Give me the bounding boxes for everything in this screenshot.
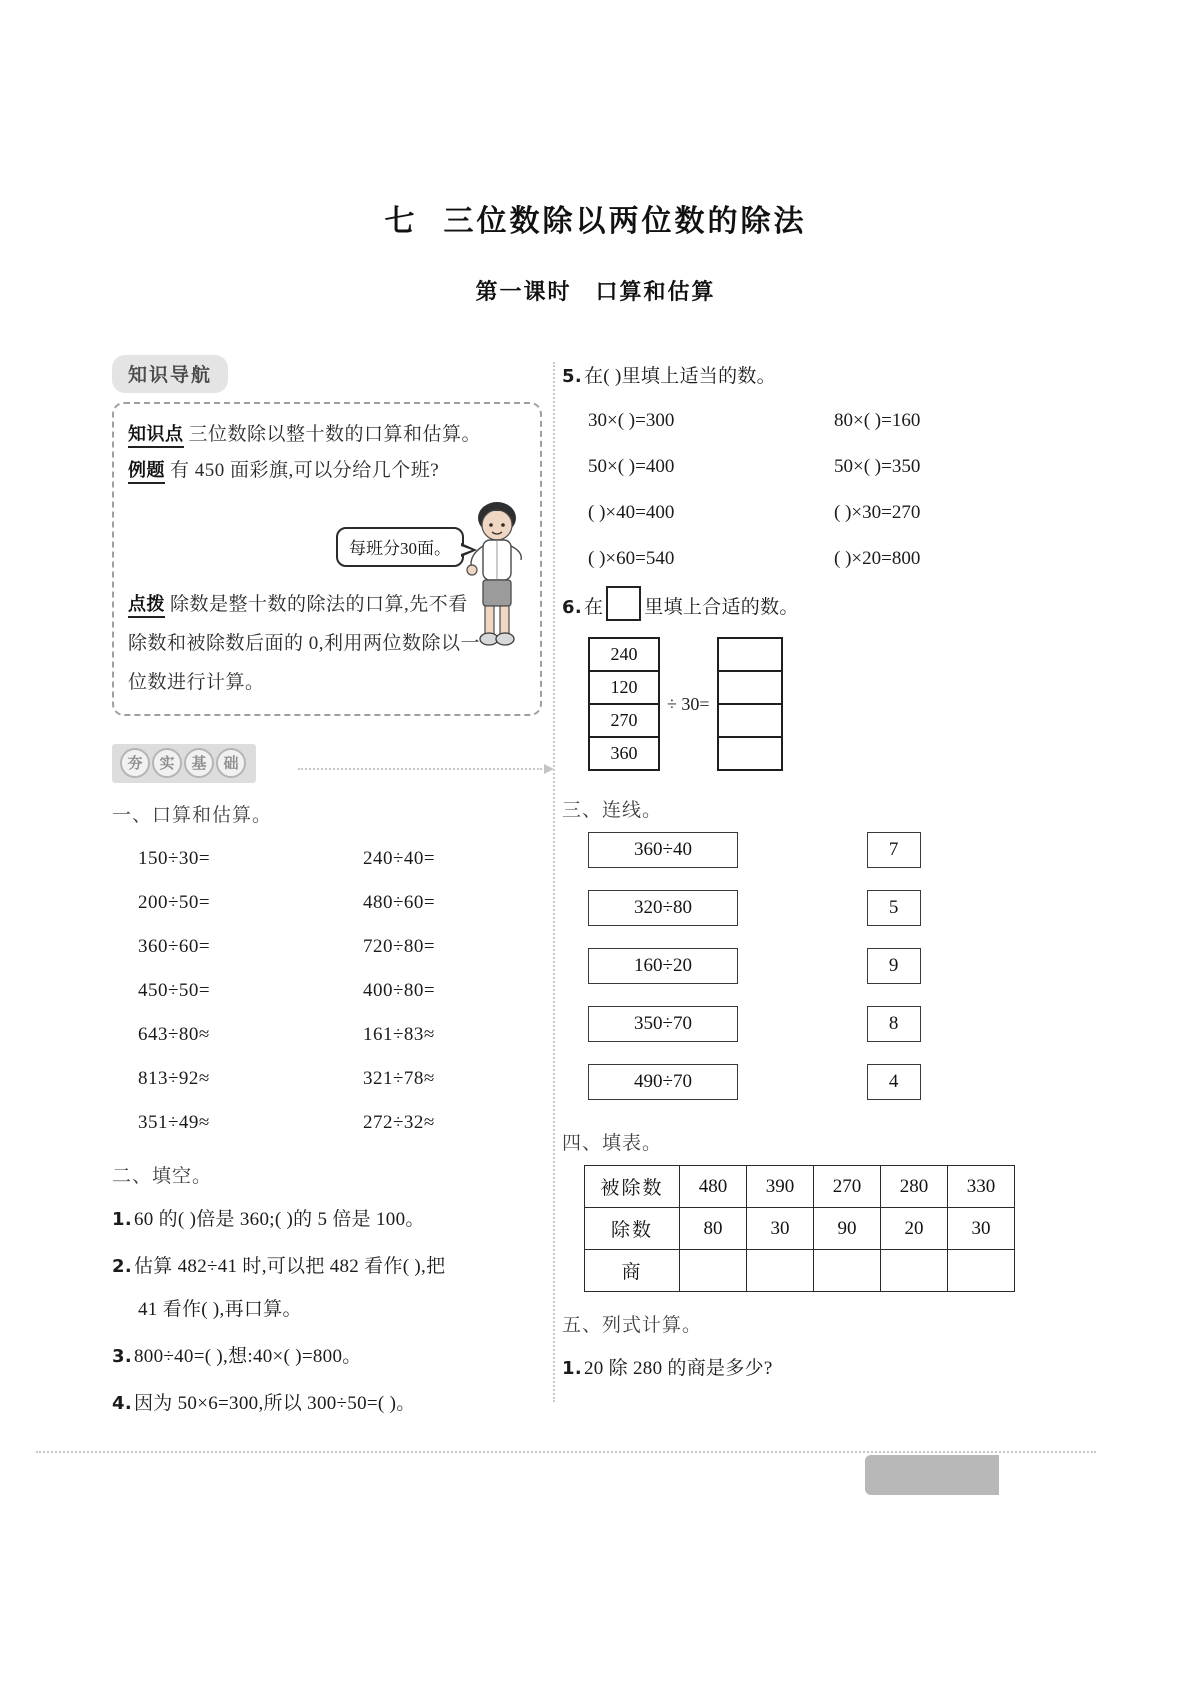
row-label-dividend: 被除数 [585, 1166, 680, 1208]
answer-cell[interactable] [719, 705, 781, 738]
lesson-title [0, 275, 1191, 306]
calc-item[interactable]: 643÷80≈ [138, 1024, 210, 1045]
division-operator: ÷ 30= [667, 693, 710, 714]
page-title [0, 196, 1191, 240]
example-text: 有 450 面彩旗,可以分给几个班? [170, 460, 440, 481]
calc-item[interactable]: 351÷49≈ [138, 1112, 210, 1133]
equation-item[interactable]: ( )×30=270 [834, 502, 921, 523]
calc-item[interactable]: 450÷50= [138, 980, 211, 1001]
calc-item[interactable]: 360÷60= [138, 936, 211, 957]
hint-line-3: 位数进行计算。 [128, 672, 265, 693]
dividend-value: 480 [680, 1166, 747, 1208]
table-row [585, 1208, 1015, 1250]
matching-left-item[interactable]: 490÷70 [588, 1064, 738, 1100]
section-five-heading: 五、列式计算。 [562, 1314, 703, 1336]
answer-cell[interactable] [719, 639, 781, 672]
matching-right-item[interactable]: 4 [867, 1064, 921, 1100]
left-column [112, 355, 542, 1425]
dividend-column [588, 637, 660, 771]
badge-rule-line [298, 768, 542, 770]
quotient-cell[interactable] [747, 1250, 814, 1292]
chapter-title-text: 三位数除以两位数的除法 [443, 204, 807, 239]
question-6-text-after: 里填上合适的数。 [644, 597, 799, 618]
question-number: 1. [562, 1358, 582, 1379]
student-boy-illustration [458, 500, 536, 650]
chapter-number: 七 [384, 204, 418, 239]
rule-arrow-icon [544, 764, 554, 774]
calc-item[interactable]: 400÷80= [363, 980, 436, 1001]
question-number: 2. [112, 1256, 132, 1277]
footer-white-notch [999, 1455, 1095, 1495]
dividend-value: 330 [948, 1166, 1015, 1208]
matching-right-item[interactable]: 8 [867, 1006, 921, 1042]
hint-line-2: 除数和被除数后面的 0,利用两位数除以一 [128, 633, 481, 654]
question-1[interactable] [112, 1198, 542, 1241]
dividend-value: 270 [814, 1166, 881, 1208]
knowledge-nav-badge: 知识导航 [112, 355, 228, 393]
matching-right-item[interactable]: 7 [867, 832, 921, 868]
badge-char-2: 实 [152, 748, 182, 778]
fill-table [584, 1165, 1015, 1292]
knowledge-point-tag: 知识点 [128, 424, 184, 448]
right-column [562, 355, 1032, 1390]
quotient-cell[interactable] [948, 1250, 1015, 1292]
matching-right-item[interactable]: 5 [867, 890, 921, 926]
question-2[interactable] [112, 1245, 542, 1331]
dividend-cell: 240 [590, 639, 658, 672]
row-label-quotient: 商 [585, 1250, 680, 1292]
badge-char-1: 夯 [120, 748, 150, 778]
row-label-divisor: 除数 [585, 1208, 680, 1250]
equation-item[interactable]: 80×( )=160 [834, 410, 921, 431]
section-one-heading: 一、口算和估算。 [112, 804, 273, 826]
badge-char-4: 础 [216, 748, 246, 778]
calc-item[interactable]: 720÷80= [363, 936, 436, 957]
quotient-cell[interactable] [881, 1250, 948, 1292]
question-text: 60 的( )倍是 360;( )的 5 倍是 100。 [133, 1209, 425, 1230]
dividend-cell: 270 [590, 705, 658, 738]
equation-item[interactable]: ( )×40=400 [588, 502, 675, 523]
dividend-cell: 360 [610, 743, 638, 763]
equation-item[interactable]: 50×( )=400 [588, 456, 675, 477]
matching-exercise [588, 832, 1032, 1122]
question-3[interactable] [112, 1335, 542, 1378]
base-practice-badge [112, 744, 256, 783]
calc-item[interactable]: 161÷83≈ [363, 1024, 435, 1045]
divisor-value: 30 [747, 1208, 814, 1250]
matching-right-item[interactable]: 9 [867, 948, 921, 984]
question-text: 800÷40=( ),想:40×( )=800。 [133, 1346, 362, 1367]
calc-item[interactable]: 813÷92≈ [138, 1068, 210, 1089]
calc-item[interactable]: 150÷30= [138, 848, 211, 869]
hint-text-1: 除数是整十数的除法的口算,先不看 [170, 594, 468, 615]
section-two-heading: 二、填空。 [112, 1165, 213, 1187]
matching-left-column [588, 832, 809, 1122]
equation-item[interactable]: ( )×20=800 [834, 548, 921, 569]
dividend-cell: 120 [590, 672, 658, 705]
question-text: 20 除 280 的商是多少? [583, 1358, 773, 1379]
equation-item[interactable]: ( )×60=540 [588, 548, 675, 569]
question-5[interactable] [562, 355, 1032, 398]
answer-cell[interactable] [719, 738, 781, 769]
divisor-value: 30 [948, 1208, 1015, 1250]
divisor-value: 90 [814, 1208, 881, 1250]
question-6[interactable] [562, 586, 1032, 629]
knowledge-box [112, 402, 542, 716]
table-row [585, 1250, 1015, 1292]
section-five-question-1[interactable] [562, 1347, 1032, 1390]
question-number: 6. [562, 597, 582, 618]
footer-dotted-rule [36, 1451, 1096, 1453]
question-number: 4. [112, 1393, 132, 1414]
division-box-group [588, 637, 1032, 771]
matching-left-item[interactable]: 350÷70 [588, 1006, 738, 1042]
calc-item[interactable]: 321÷78≈ [363, 1068, 435, 1089]
lesson-label: 第一课时 [475, 280, 572, 305]
question-number: 3. [112, 1346, 132, 1367]
answer-column [717, 637, 783, 771]
calc-item[interactable]: 200÷50= [138, 892, 211, 913]
question-text-line1: 估算 482÷41 时,可以把 482 看作( ),把 [133, 1256, 446, 1277]
table-row [585, 1166, 1015, 1208]
knowledge-point-text: 三位数除以整十数的口算和估算。 [188, 424, 482, 445]
matching-left-item[interactable]: 320÷80 [588, 890, 738, 926]
divisor-value: 80 [680, 1208, 747, 1250]
question-text: 在( )里填上适当的数。 [583, 366, 776, 387]
answer-square-icon[interactable] [606, 586, 641, 621]
knowledge-point-line [128, 417, 526, 453]
dividend-value: 280 [881, 1166, 948, 1208]
speech-bubble-text: 每班分30面。 [349, 539, 451, 558]
equation-item[interactable]: 50×( )=350 [834, 456, 921, 477]
dividend-value: 390 [747, 1166, 814, 1208]
example-line [128, 453, 526, 489]
hint-tag: 点拨 [128, 594, 165, 618]
question-text: 因为 50×6=300,所以 300÷50=( )。 [133, 1393, 416, 1414]
matching-right-column [809, 832, 1032, 1122]
equation-item[interactable]: 30×( )=300 [588, 410, 675, 431]
matching-left-item[interactable]: 160÷20 [588, 948, 738, 984]
quotient-cell[interactable] [814, 1250, 881, 1292]
question-text-line2: 41 看作( ),再口算。 [138, 1299, 302, 1320]
section-three-heading: 三、连线。 [562, 799, 663, 821]
calc-item[interactable]: 272÷32≈ [363, 1112, 435, 1133]
answer-cell[interactable] [719, 672, 781, 705]
question-4[interactable] [112, 1382, 542, 1425]
matching-left-item[interactable]: 360÷40 [588, 832, 738, 868]
quotient-cell[interactable] [680, 1250, 747, 1292]
calculation-grid [138, 837, 542, 1145]
example-tag: 例题 [128, 460, 165, 484]
question-number: 5. [562, 366, 582, 387]
question-6-text-before: 在 [583, 597, 604, 618]
divisor-value: 20 [881, 1208, 948, 1250]
calc-item[interactable]: 240÷40= [363, 848, 436, 869]
speech-bubble [336, 527, 464, 567]
calc-item[interactable]: 480÷60= [363, 892, 436, 913]
question-number: 1. [112, 1209, 132, 1230]
section-four-heading: 四、填表。 [562, 1132, 663, 1154]
badge-char-3: 基 [184, 748, 214, 778]
equation-grid [588, 398, 1032, 582]
base-practice-header [112, 744, 542, 784]
lesson-title-text: 口算和估算 [595, 280, 716, 305]
